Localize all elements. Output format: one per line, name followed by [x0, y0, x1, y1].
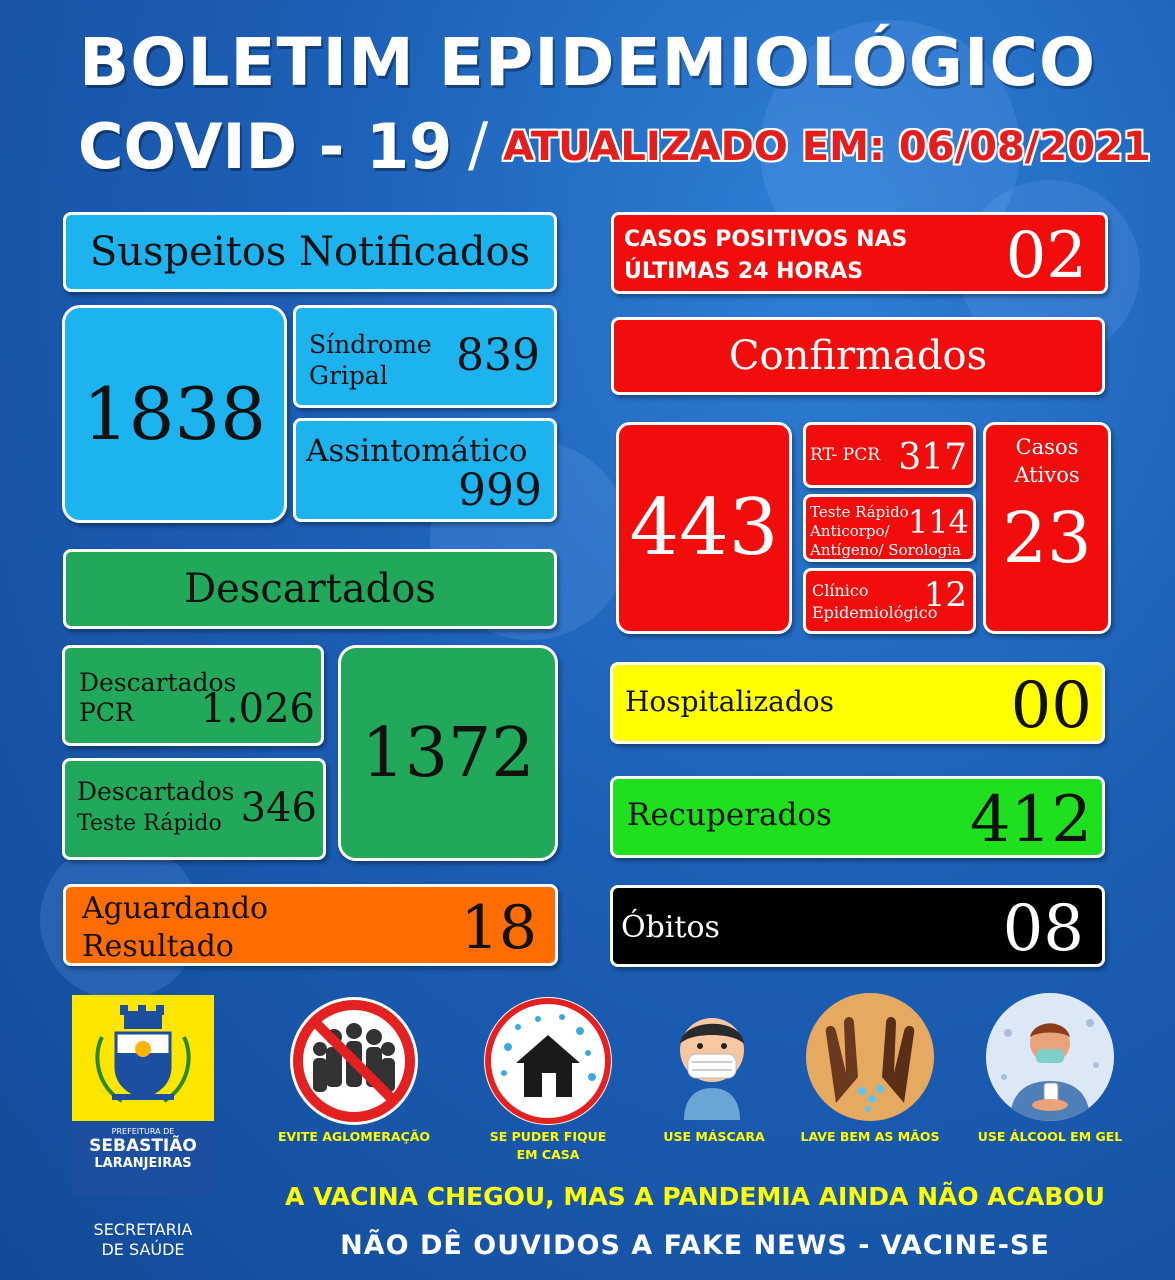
rtpcr-value: 317: [898, 437, 967, 478]
rtpcr-label: RT- PCR: [810, 445, 881, 465]
footer-vacina: A VACINA CHEGOU, MAS A PANDEMIA AINDA NÃO ACABOU: [285, 1182, 1105, 1211]
descartados-rapido-box: [62, 758, 326, 860]
suspeitos-total: 1838: [82, 372, 267, 456]
tip-fique-line2: EM CASA: [516, 1147, 580, 1162]
tip-fique-line1: SE PUDER FIQUE: [489, 1129, 607, 1144]
secretaria-label: [62, 1220, 224, 1260]
logo-banner: [72, 1121, 214, 1195]
casos-ativos-value: 23: [1002, 497, 1092, 579]
obitos-box: [610, 885, 1105, 967]
ultimas-24h-label: ÚLTIMAS 24 HORAS: [624, 259, 864, 284]
casos-label: Casos: [1015, 435, 1079, 459]
tip-use-mascara: USE MÁSCARA: [663, 1129, 765, 1144]
municipal-logo: [72, 995, 214, 1195]
teste-rapido-label: Teste Rápido: [77, 811, 222, 836]
sindrome-label: Síndrome: [309, 330, 432, 359]
descartados-rapido-value: 346: [240, 785, 317, 831]
sindrome-gripal-box: [293, 305, 557, 408]
descartados-pcr-value: 1.026: [200, 686, 315, 732]
hospitalizados-value: 00: [1010, 669, 1092, 743]
tip-lave-as-maos: LAVE BEM AS MÃOS: [800, 1129, 940, 1144]
teste-rapido-confirmados-value: 114: [907, 503, 969, 541]
sindrome-value: 839: [456, 330, 540, 381]
footer-fake-news: NÃO DÊ OUVIDOS A FAKE NEWS - VACINE-SE: [340, 1230, 1050, 1261]
descartados-pcr-label: Descartados: [79, 668, 237, 697]
ativos-label: Ativos: [1014, 463, 1080, 487]
descartados-total: 1372: [361, 713, 535, 793]
suspeitos-total-box: [62, 305, 287, 523]
gripal-label: Gripal: [309, 361, 388, 390]
epidemiologico-label: Epidemiológico: [812, 603, 938, 622]
resultado-label: Resultado: [82, 929, 234, 964]
descartados-rapido-label: Descartados: [77, 777, 235, 806]
teste-rapido-confirmados-label: Teste Rápido: [810, 503, 909, 521]
antigeno-sorologia-label: Antígeno/ Sorologia: [810, 541, 961, 559]
aguardando-label: Aguardando: [82, 891, 269, 926]
tip-evite-aglomeracao: EVITE AGLOMERAÇÃO: [277, 1129, 431, 1144]
suspeitos-heading: Suspeitos Notificados: [89, 229, 531, 275]
obitos-value: 08: [1002, 892, 1084, 966]
wash-hands-icon: [806, 993, 934, 1121]
positivos-24h-label: CASOS POSITIVOS NAS: [624, 227, 908, 252]
clinico-label: Clínico: [812, 581, 869, 600]
assintomatico-box: [293, 418, 557, 522]
assintomatico-value: 999: [458, 465, 542, 516]
descartados-pcr-box: [62, 645, 324, 746]
confirmados-heading-box: [611, 317, 1105, 395]
coat-of-arms-icon: [72, 997, 214, 1112]
recuperados-value: 412: [969, 783, 1092, 857]
hospitalizados-box: [610, 662, 1105, 744]
clinico-value: 12: [923, 575, 967, 615]
confirmados-total-box: [616, 422, 792, 634]
obitos-label: Óbitos: [621, 910, 720, 945]
casos-ativos-box: [983, 422, 1111, 634]
aguardando-box: [63, 884, 558, 966]
stay-home-icon: [484, 997, 612, 1125]
secretaria-line2: DE SAÚDE: [101, 1240, 185, 1259]
hospitalizados-label: Hospitalizados: [625, 685, 834, 718]
anticorpo-label: Anticorpo/: [810, 522, 890, 540]
confirmados-heading: Confirmados: [728, 333, 988, 379]
pcr-label: PCR: [79, 698, 134, 727]
aguardando-value: 18: [460, 893, 537, 963]
updated-date: ATUALIZADO EM: 06/08/2021: [503, 124, 1151, 170]
prefeitura-label: PREFEITURA DE: [111, 1127, 175, 1136]
confirmados-total: 443: [629, 483, 779, 573]
tip-fique-em-casa: [466, 1128, 630, 1164]
tip-alcool-em-gel: USE ÁLCOOL EM GEL: [977, 1129, 1123, 1144]
descartados-heading: Descartados: [184, 566, 436, 612]
descartados-heading-box: [63, 549, 557, 629]
recuperados-box: [610, 776, 1105, 858]
secretaria-line1: SECRETARIA: [93, 1220, 193, 1239]
clinico-box: [803, 568, 976, 634]
title-separator: /: [468, 110, 489, 180]
city-name-1: SEBASTIÃO: [89, 1136, 197, 1156]
suspeitos-heading-box: [63, 212, 557, 292]
positivos-24h-box: [611, 212, 1108, 294]
positivos-24h-value: 02: [1005, 219, 1087, 293]
descartados-total-box: [338, 645, 558, 861]
recuperados-label: Recuperados: [627, 797, 832, 833]
no-crowd-icon: [290, 997, 418, 1125]
rtpcr-box: [803, 422, 976, 488]
mask-icon: [660, 1000, 764, 1120]
page-subtitle: COVID - 19: [78, 110, 453, 183]
page-title: BOLETIM EPIDEMIOLÓGICO: [78, 24, 1097, 101]
city-name-2: LARANJEIRAS: [94, 1156, 192, 1171]
assintomatico-label: Assintomático: [306, 433, 528, 469]
teste-rapido-confirmados-box: [803, 494, 976, 562]
hand-sanitizer-icon: [986, 993, 1114, 1121]
